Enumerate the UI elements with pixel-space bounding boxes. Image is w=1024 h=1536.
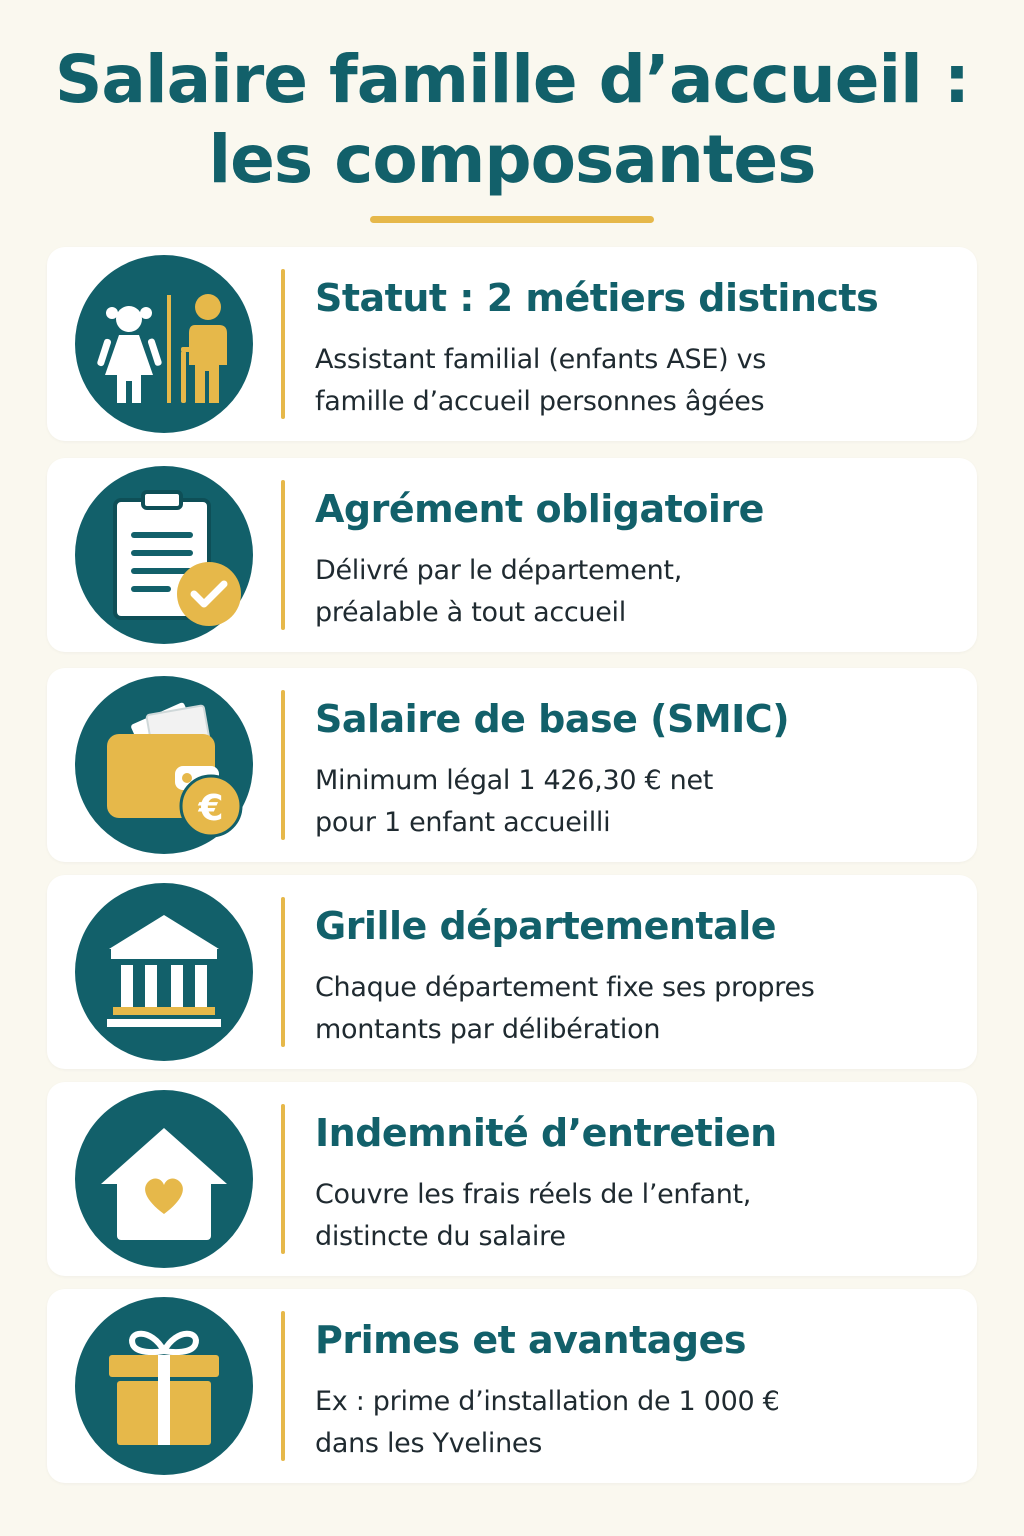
card-title: Primes et avantages <box>315 1318 747 1362</box>
card-title: Agrément obligatoire <box>315 487 764 531</box>
card-description-line: montants par délibération <box>315 1014 661 1045</box>
card-title: Grille départementale <box>315 904 777 948</box>
gift-icon <box>75 1297 253 1475</box>
card-description-line: pour 1 enfant accueilli <box>315 807 611 838</box>
card-description <box>315 550 955 634</box>
card-description-line: dans les Yvelines <box>315 1428 542 1459</box>
card-divider <box>281 897 285 1047</box>
title-underline <box>370 216 654 223</box>
card-description-line: Délivré par le département, <box>315 555 682 586</box>
card-description <box>315 1174 955 1258</box>
clipboard-check-icon <box>75 466 253 644</box>
card-description-line: Ex : prime d’installation de 1 000 € <box>315 1386 780 1417</box>
card-title: Indemnité d’entretien <box>315 1111 777 1155</box>
institution-building-icon <box>75 883 253 1061</box>
card-description <box>315 967 955 1051</box>
card-statut <box>47 247 977 441</box>
card-primes <box>47 1289 977 1483</box>
card-title: Salaire de base (SMIC) <box>315 697 790 741</box>
card-divider <box>281 480 285 630</box>
card-divider <box>281 1104 285 1254</box>
card-description <box>315 1381 955 1465</box>
card-title: Statut : 2 métiers distincts <box>315 276 879 320</box>
card-salaire-base <box>47 668 977 862</box>
card-description-line: Couvre les frais réels de l’enfant, <box>315 1179 752 1210</box>
child-and-elderly-icon <box>75 255 253 433</box>
page-title <box>0 40 1024 200</box>
card-grille <box>47 875 977 1069</box>
card-description <box>315 760 955 844</box>
card-indemnite <box>47 1082 977 1276</box>
card-description-line: préalable à tout accueil <box>315 597 626 628</box>
wallet-euro-icon <box>75 676 253 854</box>
card-divider <box>281 269 285 419</box>
svg-text:€: € <box>198 788 224 829</box>
card-description-line: distincte du salaire <box>315 1221 566 1252</box>
card-divider <box>281 690 285 840</box>
page-title-line-1: Salaire famille d’accueil : <box>54 41 970 118</box>
card-agrement <box>47 458 977 652</box>
page-title-line-2: les composantes <box>208 121 816 198</box>
house-heart-icon <box>75 1090 253 1268</box>
card-description-line: Assistant familial (enfants ASE) vs <box>315 344 767 375</box>
card-description <box>315 339 955 423</box>
card-divider <box>281 1311 285 1461</box>
card-description-line: Minimum légal 1 426,30 € net <box>315 765 714 796</box>
card-description-line: Chaque département fixe ses propres <box>315 972 815 1003</box>
card-description-line: famille d’accueil personnes âgées <box>315 386 765 417</box>
